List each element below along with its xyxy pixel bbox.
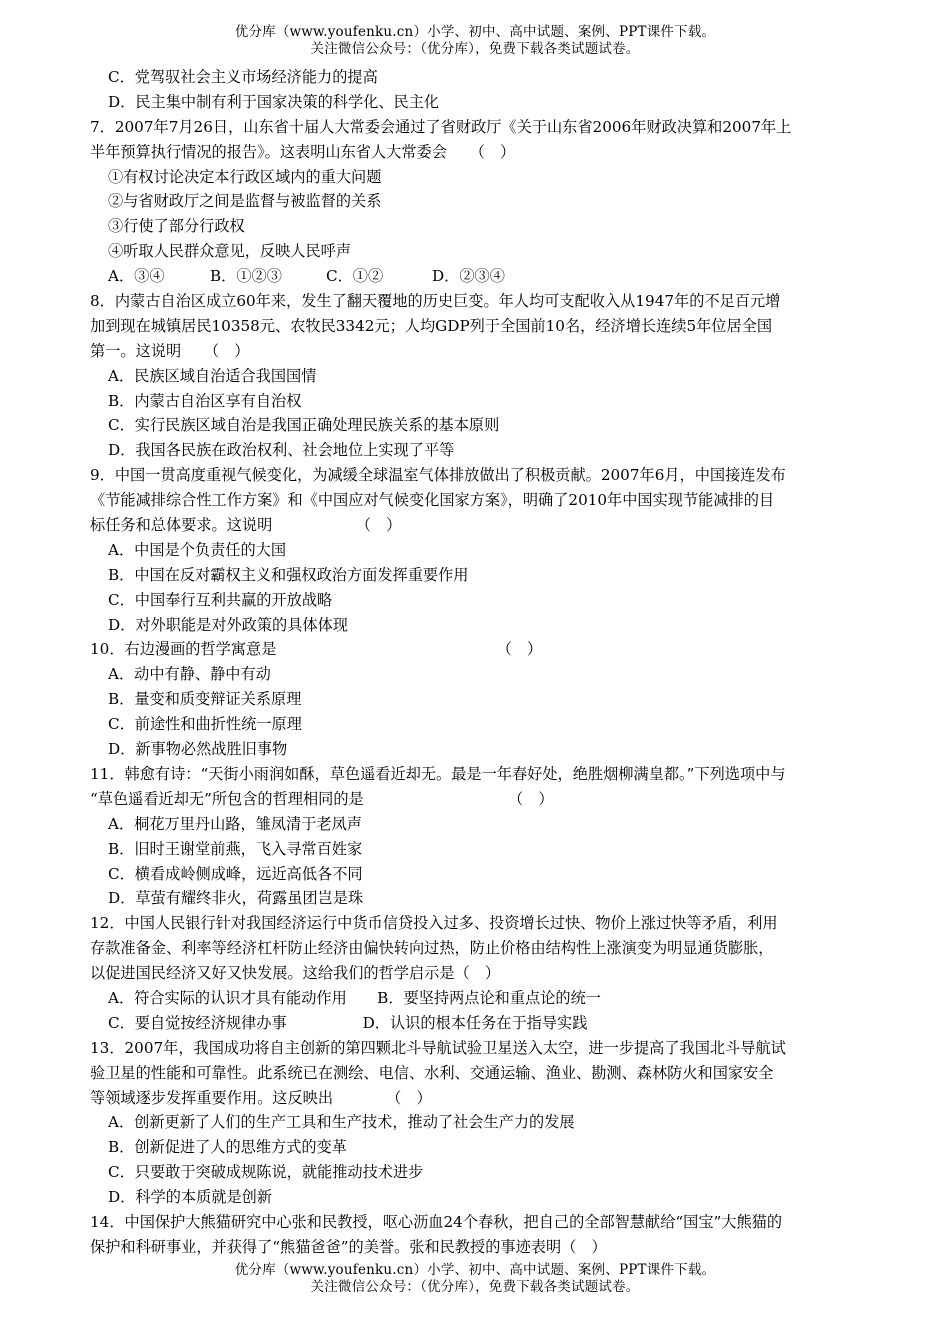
q13-stem-line-1: 13．2007年，我国成功将自主创新的第四颗北斗导航试验卫星送入太空，进一步提高了我国北斗导航试 <box>90 1038 786 1057</box>
q14-stem-line-2: 保护和科研事业，并获得了“熊猫爸爸”的美誉。张和民教授的事迹表明（ ） <box>90 1237 607 1256</box>
q12-stem-line-3: 以促进国民经济又好又快发展。这给我们的哲学启示是（ ） <box>90 964 501 983</box>
q13-stem-line-3: 等领域逐步发挥重要作用。这反映出 （ ） <box>90 1088 432 1107</box>
page-footer <box>0 1262 950 1296</box>
q6-option-d: D．民主集中制有利于国家决策的科学化、民主化 <box>108 92 440 111</box>
q7-statement-3: ③行使了部分行政权 <box>108 217 245 236</box>
q12-options-cd: C．要自觉按经济规律办事 D．认识的根本任务在于指导实践 <box>108 1013 588 1032</box>
q9-stem-line-2: 《节能减排综合性工作方案》和《中国应对气候变化国家方案》，明确了2010年中国实现节能减排的目 <box>90 491 775 510</box>
q11-stem-line-2: “草色遥看近却无”所包含的哲理相同的是 （ ） <box>90 789 554 808</box>
q9-option-a: A．中国是个负责任的大国 <box>108 540 287 559</box>
q7-option-c: C．①② <box>326 267 384 286</box>
q8-option-b: B．内蒙古自治区享有自治权 <box>108 391 302 410</box>
q13-option-d: D．科学的本质就是创新 <box>108 1188 273 1207</box>
q12-options-ab: A．符合实际的认识才具有能动作用 B．要坚持两点论和重点论的统一 <box>108 988 601 1007</box>
q8-option-c: C．实行民族区域自治是我国正确处理民族关系的基本原则 <box>108 416 500 435</box>
q9-option-c: C．中国奉行互利共赢的开放战略 <box>108 590 333 609</box>
q8-stem-line-2: 加到现在城镇居民10358元、农牧民3342元；人均GDP列于全国前10名，经济增长连续5年位居全国 <box>90 316 773 335</box>
header-line-1: 优分库（www.youfenku.cn）小学、初中、高中试题、案例、PPT课件下载。 <box>234 24 716 40</box>
q7-statement-4: ④听取人民群众意见，反映人民呼声 <box>108 242 351 261</box>
q7-option-b: B．①②③ <box>210 267 282 286</box>
q14-stem-line-1: 14．中国保护大熊猫研究中心张和民教授，呕心沥血24个春秋，把自己的全部智慧献给“国宝”大熊猫的 <box>90 1212 783 1231</box>
footer-line-2: 关注微信公众号：（优分库），免费下载各类试题试卷。 <box>310 1279 640 1295</box>
page-header <box>0 24 950 58</box>
q11-stem-line-1: 11．韩愈有诗：“天街小雨润如酥，草色遥看近却无。最是一年春好处，绝胜烟柳满皇都。”下列选项中与 <box>90 764 786 783</box>
q13-stem-line-2: 验卫星的性能和可靠性。此系统已在测绘、电信、水利、交通运输、渔业、勘测、森林防火和国家安全 <box>90 1063 774 1082</box>
q7-stem-line-1: 7．2007年7月26日，山东省十届人大常委会通过了省财政厅《关于山东省2006年财政决算和2007年上 <box>90 117 792 136</box>
q7-option-d: D．②③④ <box>432 267 505 286</box>
q8-stem-line-1: 8．内蒙古自治区成立60年来，发生了翻天覆地的历史巨变。年人均可支配收入从1947年的不足百元增 <box>90 292 781 311</box>
q12-stem-line-2: 存款准备金、利率等经济杠杆防止经济由偏快转向过热，防止价格由结构性上涨演变为明显通货膨胀， <box>90 939 774 958</box>
q9-option-d: D．对外职能是对外政策的具体体现 <box>108 615 348 634</box>
q8-option-d: D．我国各民族在政治权利、社会地位上实现了平等 <box>108 441 455 460</box>
q11-option-a: A．桐花万里丹山路，雏凤清于老凤声 <box>108 814 362 833</box>
q9-stem-line-1: 9．中国一贯高度重视气候变化，为减缓全球温室气体排放做出了积极贡献。2007年6月，中国接连发布 <box>90 466 786 485</box>
q13-option-a: A．创新更新了人们的生产工具和生产技术，推动了社会生产力的发展 <box>108 1113 575 1132</box>
q10-option-d: D．新事物必然战胜旧事物 <box>108 740 288 759</box>
q7-statement-2: ②与省财政厅之间是监督与被监督的关系 <box>108 192 382 211</box>
document-body <box>90 65 860 1260</box>
q10-option-b: B．量变和质变辩证关系原理 <box>108 690 302 709</box>
q8-option-a: A．民族区域自治适合我国国情 <box>108 366 317 385</box>
q11-option-c: C．横看成岭侧成峰，远近高低各不同 <box>108 864 363 883</box>
q7-option-a: A．③④ <box>108 267 165 286</box>
q9-option-b: B．中国在反对霸权主义和强权政治方面发挥重要作用 <box>108 565 469 584</box>
q12-stem-line-1: 12．中国人民银行针对我国经济运行中货币信贷投入过多、投资增长过快、物价上涨过快等矛盾，利用 <box>90 914 778 933</box>
q7-options <box>90 264 860 289</box>
q7-statement-1: ①有权讨论决定本行政区域内的重大问题 <box>108 167 382 186</box>
q9-stem-line-3: 标任务和总体要求。这说明 （ ） <box>90 516 402 535</box>
q13-option-c: C．只要敢于突破成规陈说，就能推动技术进步 <box>108 1163 424 1182</box>
q6-option-c: C．党驾驭社会主义市场经济能力的提高 <box>108 68 378 86</box>
q8-stem-line-3: 第一。这说明 （ ） <box>90 341 250 360</box>
q10-stem: 10．右边漫画的哲学寓意是 （ ） <box>90 640 543 659</box>
q10-option-a: A．动中有静、静中有动 <box>108 665 271 684</box>
q13-option-b: B．创新促进了人的思维方式的变革 <box>108 1138 347 1157</box>
footer-line-1: 优分库（www.youfenku.cn）小学、初中、高中试题、案例、PPT课件下载。 <box>234 1262 716 1278</box>
q10-option-c: C．前途性和曲折性统一原理 <box>108 715 302 734</box>
header-line-2: 关注微信公众号：（优分库），免费下载各类试题试卷。 <box>310 41 640 57</box>
q7-stem-line-2: 半年预算执行情况的报告》。这表明山东省人大常委会 （ ） <box>90 142 516 161</box>
q11-option-b: B．旧时王谢堂前燕，飞入寻常百姓家 <box>108 839 363 858</box>
q11-option-d: D．草萤有耀终非火，荷露虽团岂是珠 <box>108 889 364 908</box>
